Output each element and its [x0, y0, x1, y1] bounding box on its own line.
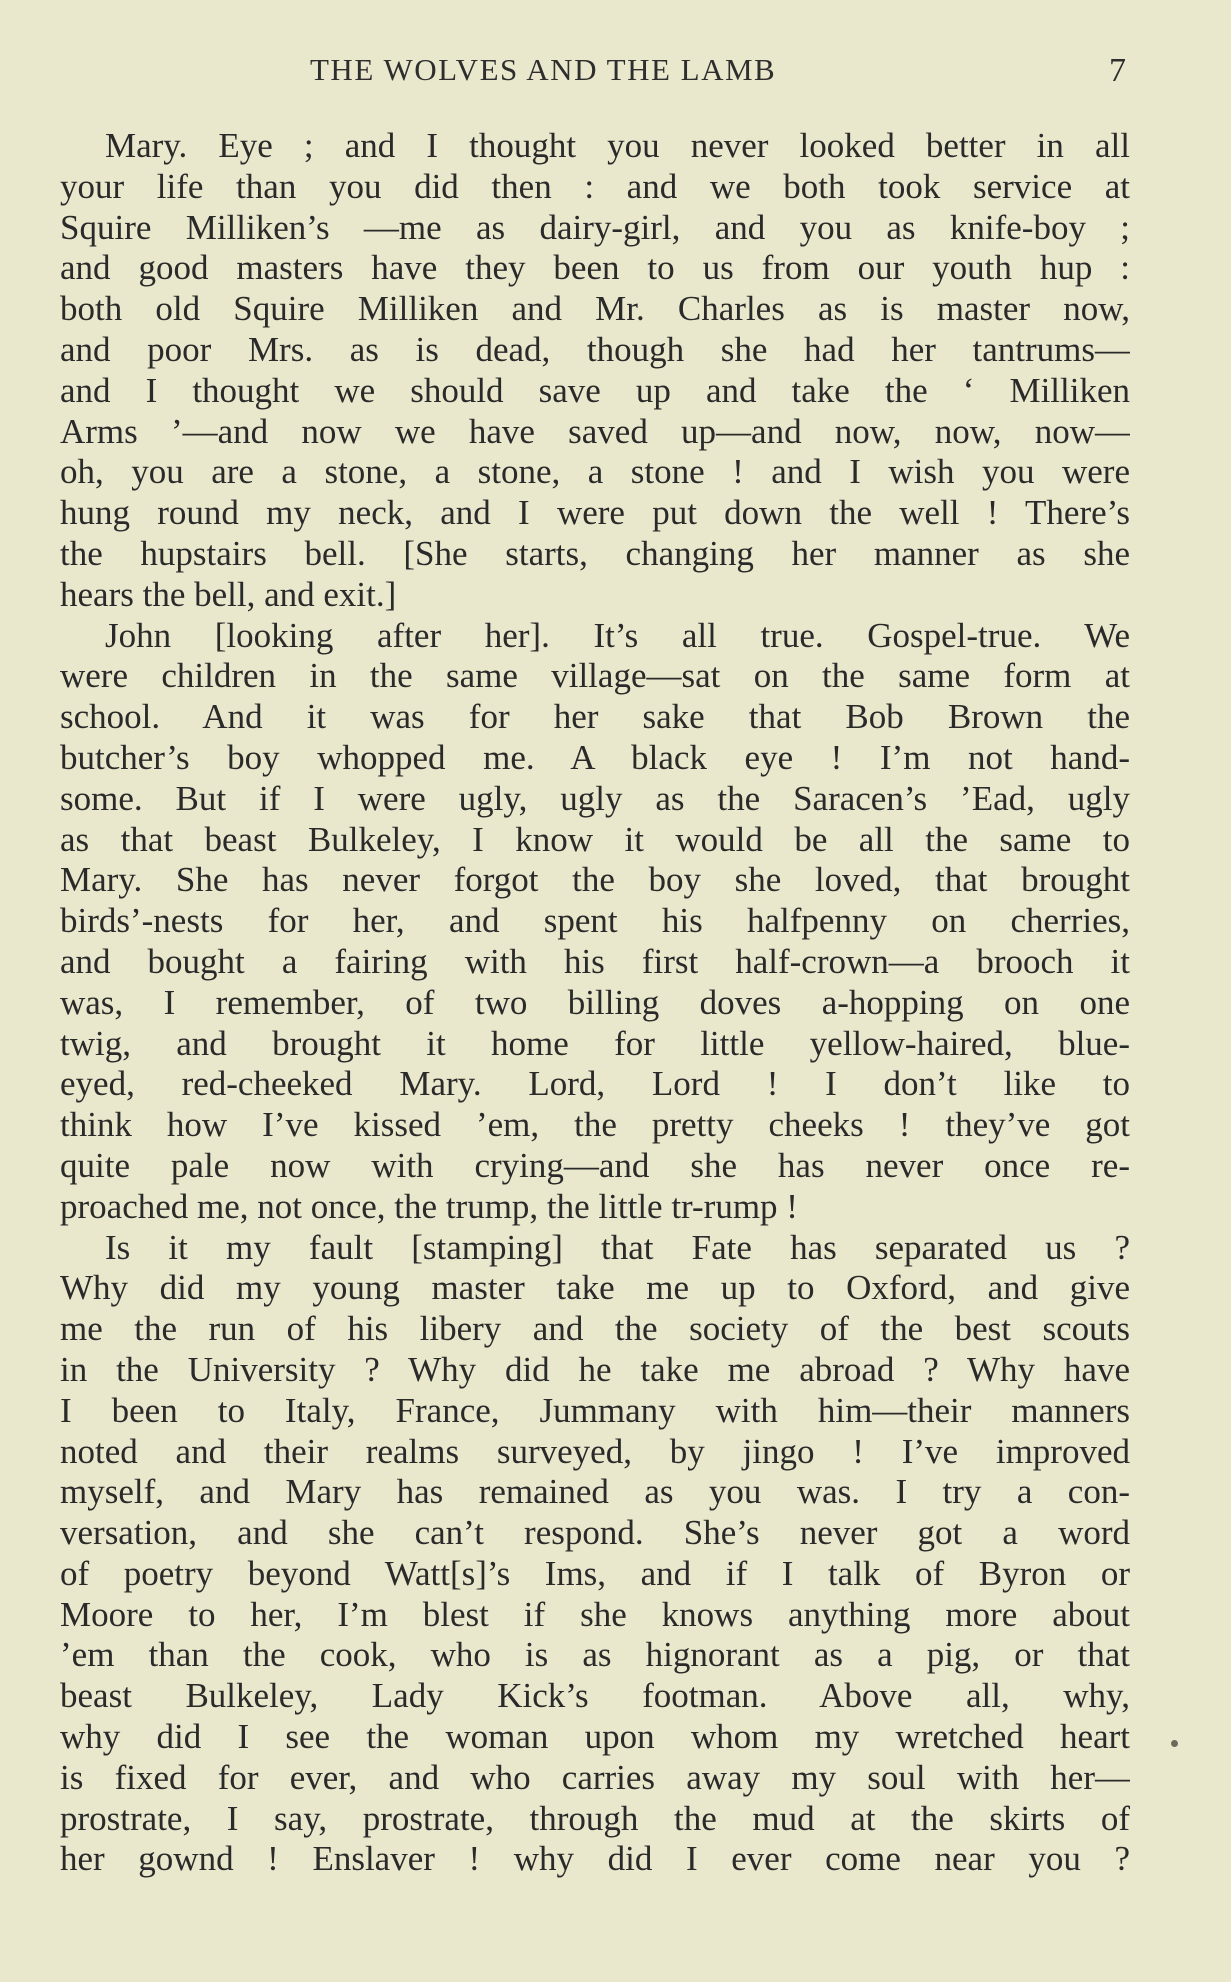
- text-line: I been to Italy, France, Jummany with him—their manners: [60, 1390, 1130, 1430]
- text-line: and poor Mrs. as is dead, though she had her tantrums—: [60, 329, 1130, 369]
- text-line: John [looking after her]. It’s all true. Gospel-true. We: [105, 615, 1130, 655]
- text-line: why did I see the woman upon whom my wretched heart: [60, 1717, 1130, 1757]
- text-line: and good masters have they been to us from our youth hup :: [60, 248, 1130, 288]
- text-line: hung round my neck, and I were put down the well ! There’s: [60, 493, 1130, 533]
- text-line: think how I’ve kissed ’em, the pretty cheeks ! they’ve got: [60, 1105, 1130, 1145]
- text-line: Moore to her, I’m blest if she knows anything more about: [60, 1594, 1130, 1634]
- text-line: as that beast Bulkeley, I know it would be all the same to: [60, 819, 1130, 859]
- text-line: was, I remember, of two billing doves a-hopping on one: [60, 982, 1130, 1022]
- text-line: and bought a fairing with his first half-crown—a brooch it: [60, 941, 1130, 981]
- text-line: some. But if I were ugly, ugly as the Saracen’s ’Ead, ugly: [60, 778, 1130, 818]
- text-line: myself, and Mary has remained as you was. I try a con-: [60, 1472, 1130, 1512]
- page-number: 7: [1109, 52, 1126, 89]
- text-line: ’em than the cook, who is as hignorant as a pig, or that: [60, 1635, 1130, 1675]
- text-line: versation, and she can’t respond. She’s never got a word: [60, 1513, 1130, 1553]
- text-line: her gownd ! Enslaver ! why did I ever come near you ?: [60, 1839, 1130, 1879]
- text-line: twig, and brought it home for little yellow-haired, blue-: [60, 1023, 1130, 1063]
- text-line: Squire Milliken’s —me as dairy-girl, and you as knife-boy ;: [60, 207, 1130, 247]
- text-line: me the run of his libery and the society of the best scouts: [60, 1309, 1130, 1349]
- text-line: prostrate, I say, prostrate, through the mud at the skirts of: [60, 1798, 1130, 1838]
- text-line: your life than you did then : and we both took service at: [60, 166, 1130, 206]
- text-line: the hupstairs bell. [She starts, changing her manner as she: [60, 533, 1130, 573]
- text-line: Is it my fault [stamping] that Fate has separated us ?: [105, 1227, 1130, 1267]
- text-line: hears the bell, and exit.]: [60, 574, 397, 614]
- text-line: Mary. She has never forgot the boy she loved, that brought: [60, 860, 1130, 900]
- text-line: were children in the same village—sat on the same form at: [60, 656, 1130, 696]
- margin-mark: [1171, 1740, 1178, 1747]
- body-text: [60, 126, 1130, 1880]
- text-line: Arms ’—and now we have saved up—and now, now, now—: [60, 411, 1130, 451]
- text-line: and I thought we should save up and take the ‘ Milliken: [60, 370, 1130, 410]
- text-line: noted and their realms surveyed, by jingo ! I’ve improved: [60, 1431, 1130, 1471]
- text-line: oh, you are a stone, a stone, a stone ! and I wish you were: [60, 452, 1130, 492]
- text-line: in the University ? Why did he take me abroad ? Why have: [60, 1349, 1130, 1389]
- text-line: both old Squire Milliken and Mr. Charles as is master now,: [60, 289, 1130, 329]
- text-line: beast Bulkeley, Lady Kick’s footman. Above all, why,: [60, 1676, 1130, 1716]
- text-line: Mary. Eye ; and I thought you never looked better in all: [105, 126, 1130, 165]
- text-line: eyed, red-cheeked Mary. Lord, Lord ! I don’t like to: [60, 1064, 1130, 1104]
- text-line: Why did my young master take me up to Oxford, and give: [60, 1268, 1130, 1308]
- text-line: quite pale now with crying—and she has never once re-: [60, 1145, 1130, 1185]
- text-line: proached me, not once, the trump, the little tr-rump !: [60, 1186, 798, 1226]
- running-head: THE WOLVES AND THE LAMB: [310, 52, 777, 87]
- text-line: of poetry beyond Watt[s]’s Ims, and if I talk of Byron or: [60, 1553, 1130, 1593]
- text-line: butcher’s boy whopped me. A black eye ! I’m not hand-: [60, 737, 1130, 777]
- text-line: school. And it was for her sake that Bob Brown the: [60, 697, 1130, 737]
- text-line: birds’-nests for her, and spent his halfpenny on cherries,: [60, 901, 1130, 941]
- text-line: is fixed for ever, and who carries away my soul with her—: [60, 1757, 1130, 1797]
